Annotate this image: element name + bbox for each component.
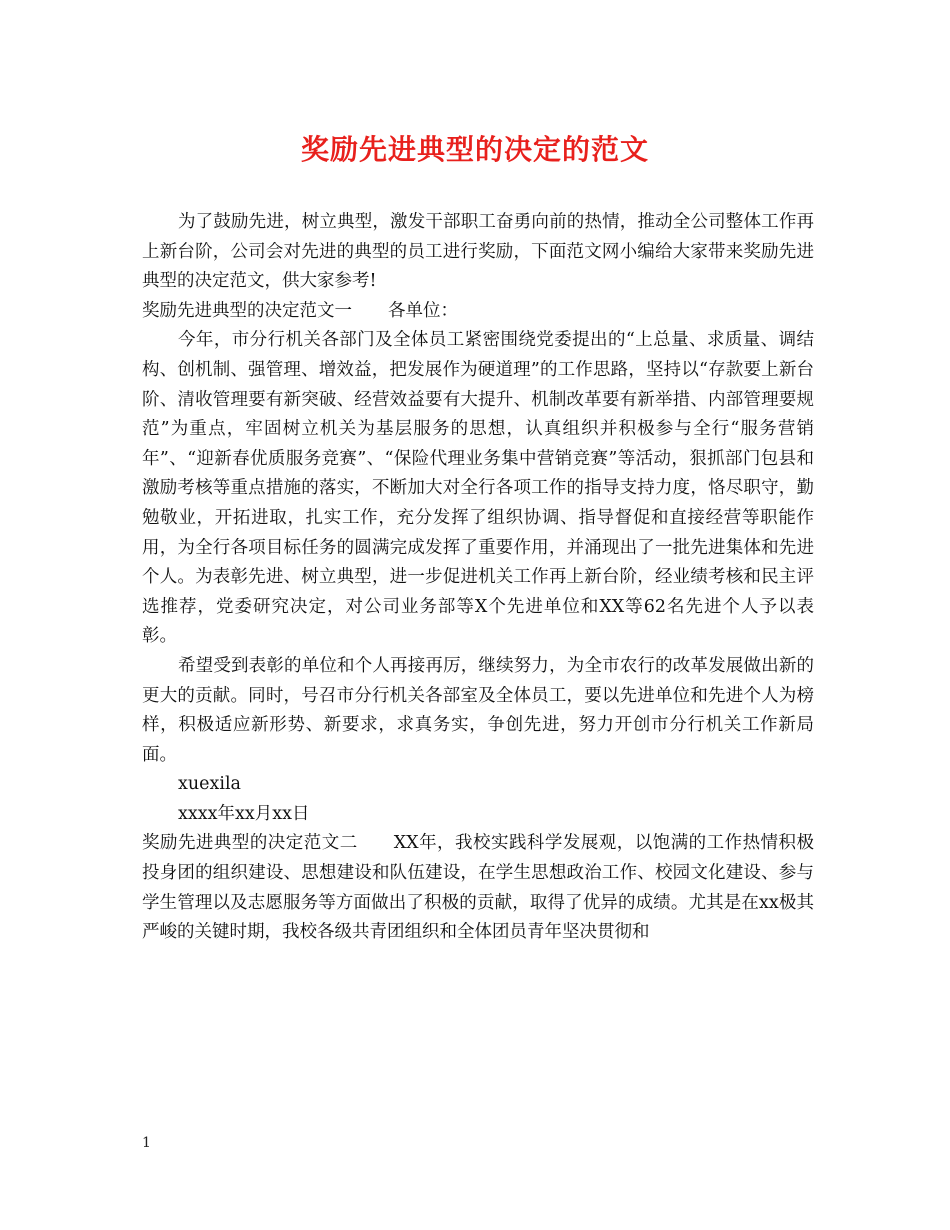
section2-paragraph bbox=[142, 829, 814, 947]
section1-heading: 奖励先进典型的决定范文一 bbox=[142, 300, 352, 321]
section2-text: XX年，我校实践科学发展观，以饱满的工作热情积极投身团的组织建设、思想建设和队伍建设，在学生思想政治工作、校园文化建设、参与学生管理以及志愿服务等方面做出了积极的贡献，取得了优异的成绩。尤其是在xx极其严峻的关键时期，我校各级共青团组织和全体团员青年坚决贯彻和 bbox=[142, 833, 815, 943]
section1-salutation: 各单位： bbox=[388, 300, 458, 321]
section1-paragraph-1: 今年，市分行机关各部门及全体员工紧密围绕党委提出的“上总量、求质量、调结构、创机制、强管理、增效益，把发展作为硬道理”的工作思路，坚持以“存款要上新台阶、清收管理要有新突破、经营效益要有大提升、机制改革要有新举措、内部管理要规范”为重点，牢固树立机关为基层服务的思想，认真组织并积极参与全行“服务营销年”、“迎新春优质服务竞赛”、“保险代理业务集中营销竞赛”等活动，狠抓部门包县和激励考核等重点措施的落实，不断加大对全行各项工作的指导支持力度，恪尽职守，勤勉敬业，开拓进取，扎实工作，充分发挥了组织协调、指导督促和直接经营等职能作用，为全行各项目标任务的圆满完成发挥了重要作用，并涌现出了一批先进集体和先进个人。为表彰先进、树立典型，进一步促进机关工作再上新台阶，经业绩考核和民主评选推荐，党委研究决定，对公司业务部等X个先进单位和XX等62名先进个人予以表彰。 bbox=[142, 330, 814, 647]
page-number: 1 bbox=[142, 1135, 151, 1151]
intro-paragraph: 为了鼓励先进，树立典型，激发干部职工奋勇向前的热情，推动全公司整体工作再上新台阶，公司会对先进的典型的员工进行奖励，下面范文网小编给大家带来奖励先进典型的决定范文，供大家参考! bbox=[142, 212, 814, 292]
document-body bbox=[142, 208, 814, 948]
signature: xuexila bbox=[178, 774, 241, 795]
section2-heading: 奖励先进典型的决定范文二 bbox=[142, 833, 358, 854]
section1-heading-line bbox=[142, 297, 814, 327]
document-title: 奖励先进典型的决定的范文 bbox=[300, 133, 649, 166]
date-line: xxxx年xx月xx日 bbox=[178, 803, 310, 824]
section1-paragraph-2: 希望受到表彰的单位和个人再接再厉，继续努力，为全市农行的改革发展做出新的更大的贡献。同时，号召市分行机关各部室及全体员工，要以先进单位和先进个人为榜样，积极适应新形势、新要求，求真务实，争创先进，努力开创市分行机关工作新局面。 bbox=[142, 655, 814, 765]
